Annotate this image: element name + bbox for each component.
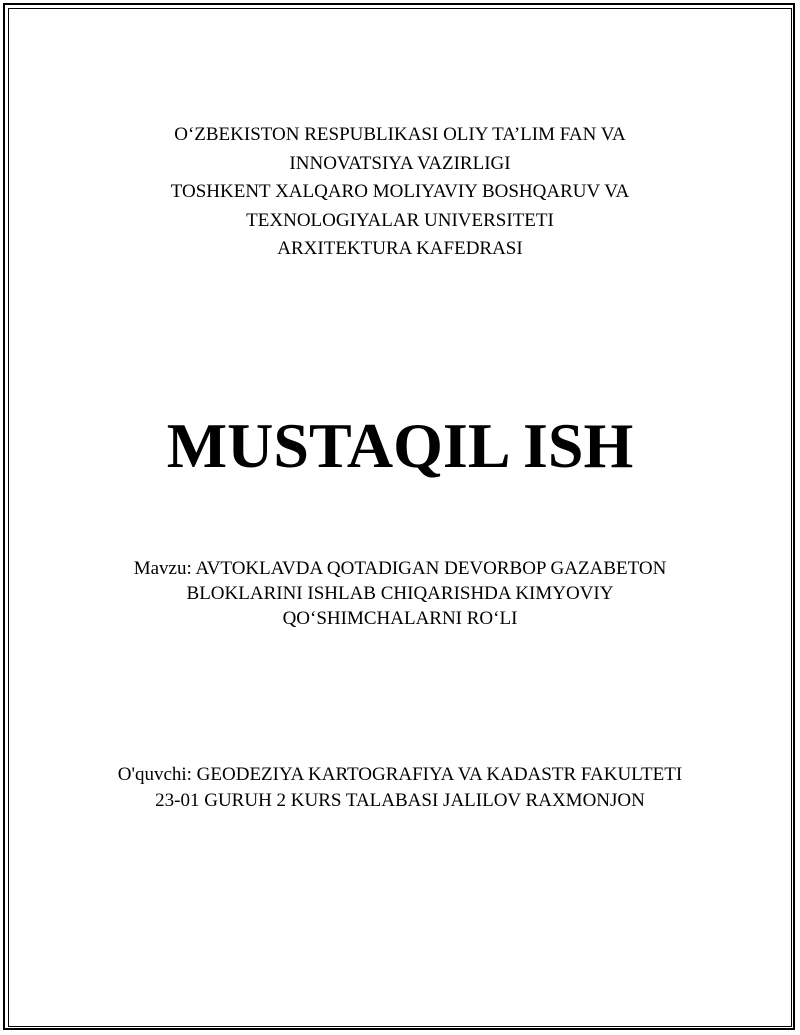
student-block [0,762,800,813]
topic-line-3: QO‘SHIMCHALARNI RO‘LI [282,608,518,629]
header-line-ministry-2: INNOVATSIYA VAZIRLIGI [289,152,511,174]
student-line-name: 23-01 GURUH 2 KURS TALABASI JALILOV RAXMONJON [155,789,645,811]
header-line-ministry-1: O‘ZBEKISTON RESPUBLIKASI OLIY TA’LIM FAN VA [174,124,626,145]
topic-line-2: BLOKLARINI ISHLAB CHIQARISHDA KIMYOVIY [186,583,614,604]
topic-line-1: Mavzu: AVTOKLAVDA QOTADIGAN DEVORBOP GAZABETON [133,558,667,579]
document-title: MUSTAQIL ISH [166,410,634,481]
student-line-faculty: O'quvchi: GEODEZIYA KARTOGRAFIYA VA KADASTR FAKULTETI [117,764,683,785]
header-line-department: ARXITEKTURA KAFEDRASI [277,238,523,259]
header-line-university-2: TEXNOLOGIYALAR UNIVERSITETI [246,209,554,231]
topic-block [0,556,800,631]
institution-header [0,121,800,264]
header-line-university-1: TOSHKENT XALQARO MOLIYAVIY BOSHQARUV VA [170,181,630,202]
